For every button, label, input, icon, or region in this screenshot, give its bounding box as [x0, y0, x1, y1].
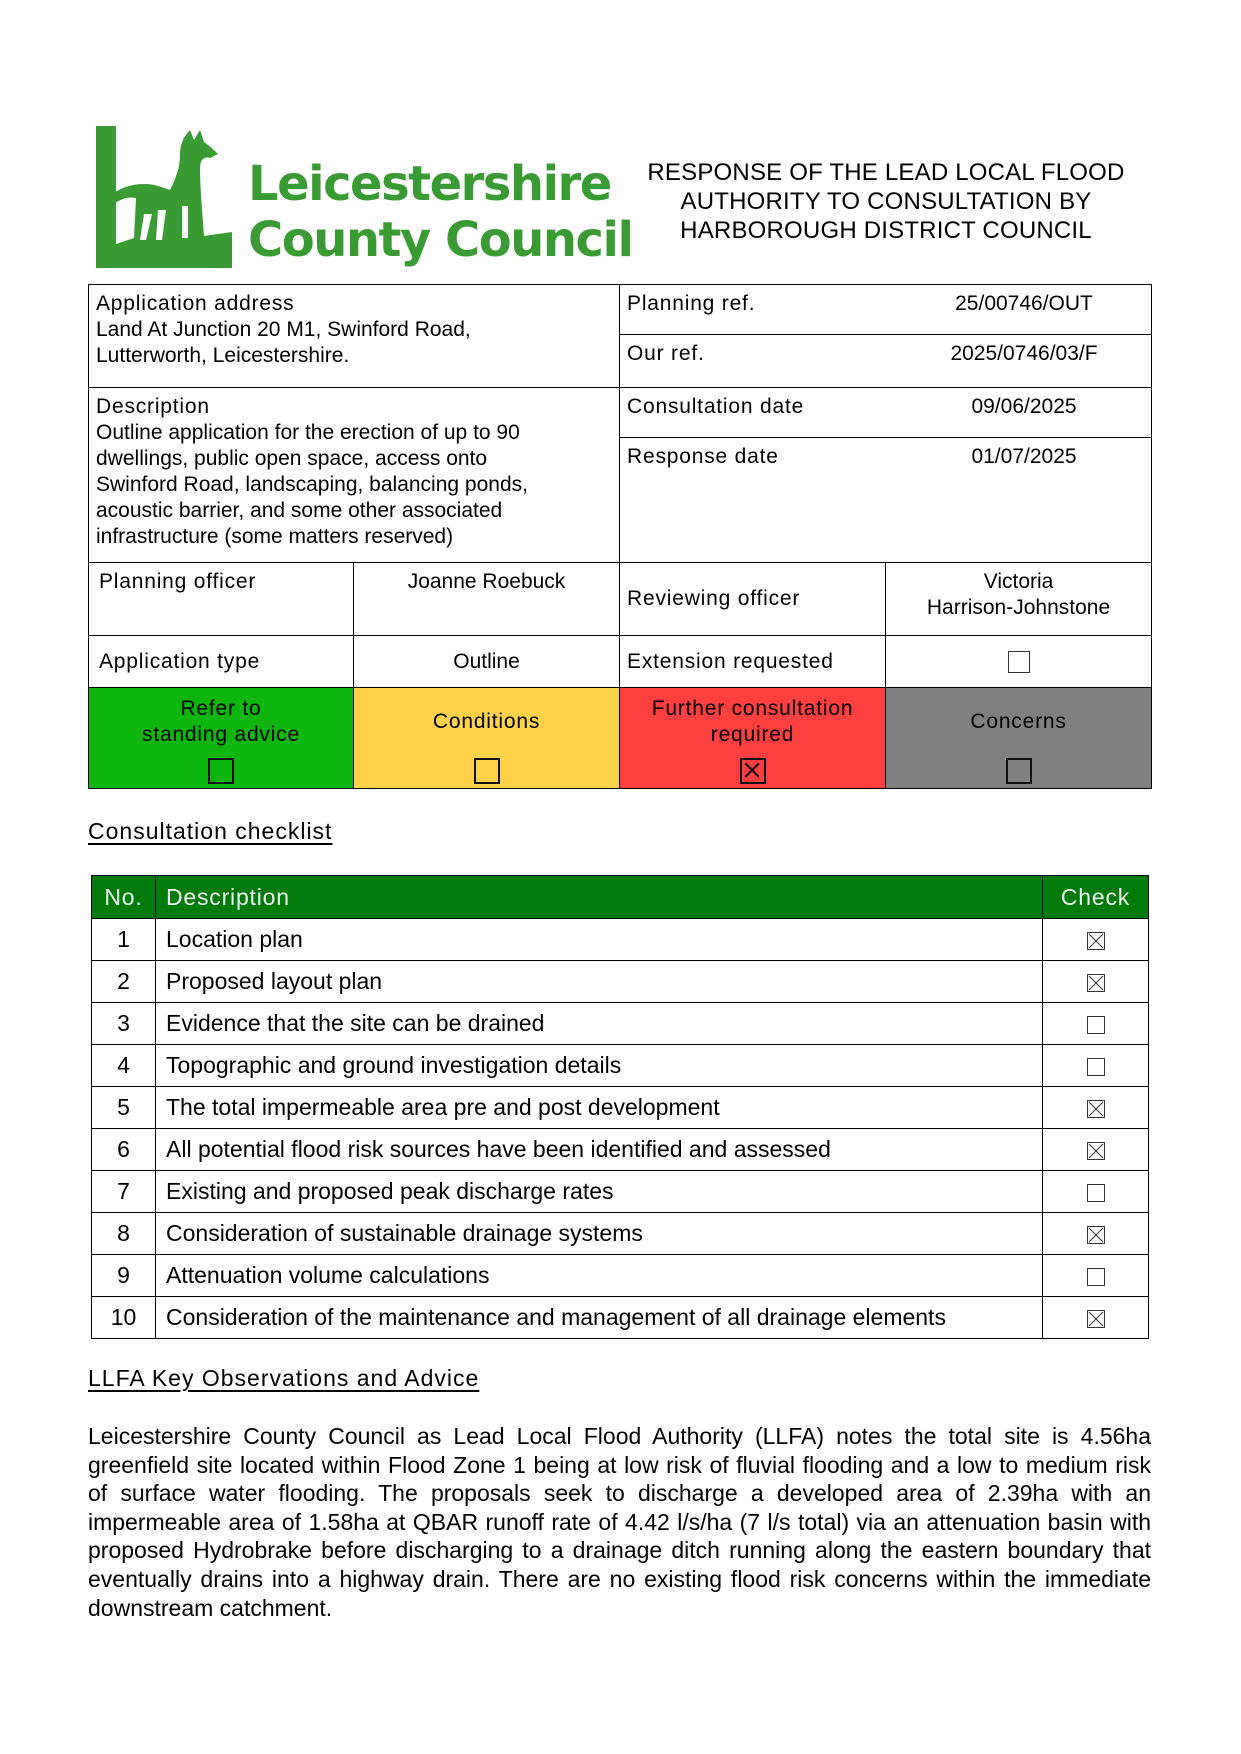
checklist-row — [92, 1129, 1149, 1171]
dates-cell — [620, 388, 1152, 563]
extension-requested-label-cell — [620, 636, 886, 688]
checklist-row — [92, 1087, 1149, 1129]
planning-officer-label-cell — [89, 563, 354, 636]
council-logo — [96, 126, 633, 276]
status-label: Further consultation — [651, 697, 854, 720]
planning-ref-row — [620, 285, 1151, 335]
observations-heading: LLFA Key Observations and Advice — [88, 1365, 480, 1391]
checklist-row-description: Location plan — [156, 919, 1043, 961]
checklist-row — [92, 1213, 1149, 1255]
refs-cell — [620, 285, 1152, 388]
document-title — [626, 158, 1146, 245]
checklist-checkbox[interactable] — [1087, 1016, 1105, 1034]
checklist-row — [92, 961, 1149, 1003]
planning-officer-label: Planning officer — [99, 570, 257, 593]
logo-line-1: Leicestershire — [248, 156, 611, 212]
checklist-row-check-cell — [1043, 1297, 1149, 1339]
checklist-row-description: Consideration of sustainable drainage systems — [156, 1213, 1043, 1255]
response-date-label: Response date — [627, 445, 779, 468]
reviewing-officer-label: Reviewing officer — [627, 587, 801, 610]
description-line: dwellings, public open space, access onto — [96, 447, 488, 470]
checklist-row-number: 4 — [92, 1045, 156, 1087]
checklist-row — [92, 919, 1149, 961]
observations-paragraph: Leicestershire County Council as Lead Local Flood Authority (LLFA) notes the total site is 4.56ha greenfield site located within Flood Zone 1 being at low risk of fluvial flooding and a low to medium risk of surface water flooding. The proposals seek to discharge a developed area of 2.39ha with an impermeable area of 1.58ha at QBAR runoff rate of 4.42 l/s/ha (7 l/s total) via an attenuation basin with proposed Hydrobrake before discharging to a drainage ditch running along the eastern boundary that eventually drains into a highway drain. There are no existing flood risk concerns within the immediate downstream catchment. — [88, 1423, 1151, 1621]
checklist-checkbox[interactable] — [1087, 1226, 1105, 1244]
status-label: required — [710, 723, 795, 746]
x-mark-icon — [1088, 1101, 1104, 1117]
our-ref-value: 2025/0746/03/F — [950, 342, 1098, 365]
checklist-row-number: 6 — [92, 1129, 156, 1171]
checklist-row-description: Evidence that the site can be drained — [156, 1003, 1043, 1045]
application-info-table — [88, 284, 1152, 789]
x-mark-icon — [1088, 1143, 1104, 1159]
title-line: AUTHORITY TO CONSULTATION BY — [680, 188, 1092, 215]
checklist-row — [92, 1255, 1149, 1297]
planning-ref-label: Planning ref. — [627, 292, 756, 315]
consultation-checklist-table — [91, 875, 1149, 1339]
status-label: Refer to — [180, 697, 262, 720]
status-checkbox[interactable] — [474, 758, 500, 784]
extension-requested-checkbox[interactable] — [1008, 651, 1030, 673]
application-type-label: Application type — [99, 649, 261, 673]
fox-on-L-logo-icon — [96, 126, 232, 268]
checklist-row-number: 5 — [92, 1087, 156, 1129]
description-line: infrastructure (some matters reserved) — [96, 525, 454, 548]
application-address-line: Land At Junction 20 M1, Swinford Road, — [96, 318, 471, 341]
reviewing-officer-line: Harrison-Johnstone — [926, 596, 1111, 619]
checklist-row-description: The total impermeable area pre and post development — [156, 1087, 1043, 1129]
checklist-row-description: Attenuation volume calculations — [156, 1255, 1043, 1297]
our-ref-row — [620, 335, 1151, 385]
title-line: HARBOROUGH DISTRICT COUNCIL — [680, 217, 1092, 244]
checklist-row-number: 9 — [92, 1255, 156, 1297]
checklist-row-number: 2 — [92, 961, 156, 1003]
status-conditions[interactable] — [354, 688, 620, 789]
checklist-row-number: 3 — [92, 1003, 156, 1045]
consultation-checklist-heading: Consultation checklist — [88, 818, 333, 844]
application-type-label-cell — [89, 636, 354, 688]
checklist-row — [92, 1297, 1149, 1339]
checklist-row — [92, 1003, 1149, 1045]
checklist-checkbox[interactable] — [1087, 1058, 1105, 1076]
application-address-cell — [89, 285, 620, 388]
checklist-row-check-cell — [1043, 1255, 1149, 1297]
response-date-value: 01/07/2025 — [971, 445, 1077, 468]
extension-requested-label: Extension requested — [627, 649, 834, 673]
planning-officer-value: Joanne Roebuck — [407, 570, 566, 593]
status-label: Conditions — [432, 710, 541, 733]
status-further-consultation-required[interactable] — [620, 688, 886, 789]
x-mark-icon — [742, 760, 764, 782]
description-label: Description — [96, 395, 210, 418]
title-line: RESPONSE OF THE LEAD LOCAL FLOOD — [647, 159, 1125, 186]
description-cell — [89, 388, 620, 563]
checklist-row-check-cell — [1043, 1129, 1149, 1171]
logo-line-2: County Council — [248, 212, 633, 268]
description-line: Outline application for the erection of up to 90 — [96, 421, 520, 444]
checklist-checkbox[interactable] — [1087, 1100, 1105, 1118]
checklist-row-description: Topographic and ground investigation details — [156, 1045, 1043, 1087]
status-options-row — [89, 688, 1152, 789]
checklist-row-description: Consideration of the maintenance and management of all drainage elements — [156, 1297, 1043, 1339]
reviewing-officer-label-cell — [620, 563, 886, 636]
status-concerns[interactable] — [886, 688, 1152, 789]
description-line: acoustic barrier, and some other associated — [96, 499, 503, 522]
column-header-description: Description — [156, 876, 1043, 919]
status-checkbox[interactable] — [1006, 758, 1032, 784]
planning-ref-value: 25/00746/OUT — [955, 292, 1093, 315]
checklist-row-number: 1 — [92, 919, 156, 961]
checklist-row-check-cell — [1043, 1087, 1149, 1129]
application-address-label: Application address — [96, 292, 295, 315]
status-label: standing advice — [142, 723, 300, 746]
checklist-header-row — [92, 876, 1149, 919]
checklist-row-number: 8 — [92, 1213, 156, 1255]
checklist-row-check-cell — [1043, 1003, 1149, 1045]
application-address-line: Lutterworth, Leicestershire. — [96, 344, 350, 367]
application-type-value-cell — [354, 636, 620, 688]
status-checkbox[interactable] — [208, 758, 234, 784]
consultation-date-label: Consultation date — [627, 395, 805, 418]
x-mark-icon — [1088, 1227, 1104, 1243]
checklist-row — [92, 1171, 1149, 1213]
reviewing-officer-line: Victoria — [983, 570, 1054, 593]
x-mark-icon — [1088, 1311, 1104, 1327]
x-mark-icon — [1088, 975, 1104, 991]
description-line: Swinford Road, landscaping, balancing ponds, — [96, 473, 528, 496]
extension-requested-value-cell — [886, 636, 1152, 688]
checklist-checkbox[interactable] — [1087, 1268, 1105, 1286]
checklist-row-description: All potential flood risk sources have been identified and assessed — [156, 1129, 1043, 1171]
checklist-row — [92, 1045, 1149, 1087]
planning-officer-value-cell — [354, 563, 620, 636]
checklist-row-description: Proposed layout plan — [156, 961, 1043, 1003]
status-checkbox[interactable] — [740, 758, 766, 784]
x-mark-icon — [1088, 933, 1104, 949]
column-header-no: No. — [92, 876, 156, 919]
application-type-value: Outline — [453, 649, 520, 673]
consultation-date-value: 09/06/2025 — [971, 395, 1077, 418]
checklist-row-number: 7 — [92, 1171, 156, 1213]
checklist-checkbox[interactable] — [1087, 932, 1105, 950]
checklist-checkbox[interactable] — [1087, 1310, 1105, 1328]
checklist-row-number: 10 — [92, 1297, 156, 1339]
reviewing-officer-value-cell — [886, 563, 1152, 636]
checklist-checkbox[interactable] — [1087, 1142, 1105, 1160]
checklist-row-check-cell — [1043, 919, 1149, 961]
status-label: Concerns — [970, 710, 1067, 733]
consultation-date-row — [620, 388, 1151, 438]
checklist-row-description: Existing and proposed peak discharge rates — [156, 1171, 1043, 1213]
response-date-row — [620, 438, 1151, 562]
status-refer-to-standing-advice[interactable] — [89, 688, 354, 789]
checklist-checkbox[interactable] — [1087, 974, 1105, 992]
column-header-check: Check — [1043, 876, 1149, 919]
checklist-row-check-cell — [1043, 961, 1149, 1003]
our-ref-label: Our ref. — [627, 342, 705, 365]
checklist-row-check-cell — [1043, 1171, 1149, 1213]
checklist-row-check-cell — [1043, 1045, 1149, 1087]
checklist-row-check-cell — [1043, 1213, 1149, 1255]
checklist-checkbox[interactable] — [1087, 1184, 1105, 1202]
